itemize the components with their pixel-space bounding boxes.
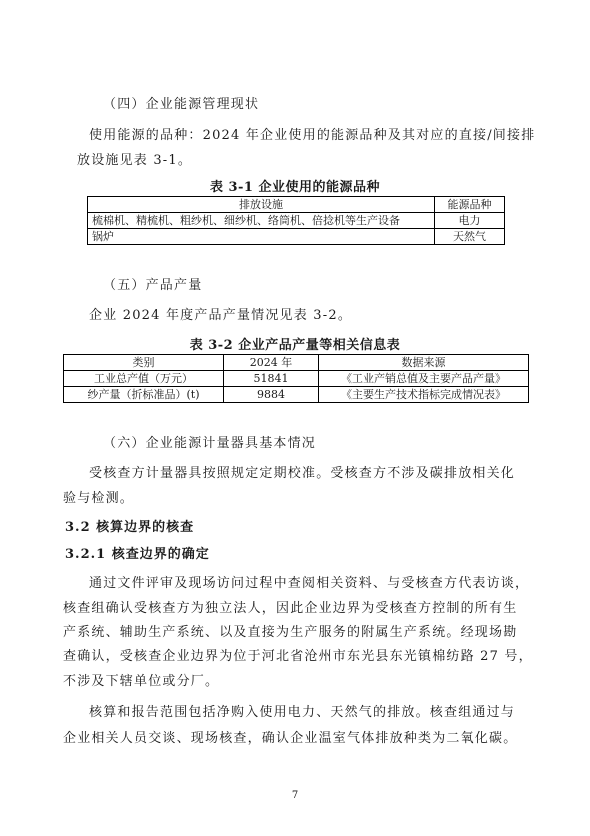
table-header-row: [64, 355, 529, 371]
scope-para-line2: 企业相关人员交谈、现场核查，确认企业温室气体排放种类为二氧化碳。: [63, 731, 518, 746]
heading-3-2-1: 3.2.1 核查边界的确定: [65, 547, 210, 562]
product-output-table: [63, 354, 529, 403]
table-row: [64, 387, 529, 403]
scope-para-line1: 核算和报告范围包括净购入使用电力、天然气的排放。核查组通过与: [89, 705, 516, 720]
table-row: [88, 229, 505, 245]
heading-3-2: 3.2 核算边界的核查: [65, 520, 195, 535]
section5-heading: （五）产品产量: [103, 278, 203, 293]
table2-cell: 工业总产值（万元）: [64, 371, 224, 387]
table2-cell: 51841: [224, 371, 319, 387]
table-header-row: [88, 197, 505, 213]
section6-para-line2: 验与检测。: [63, 491, 135, 506]
section4-heading: （四）企业能源管理现状: [103, 97, 260, 112]
boundary-para-line4: 查确认，受核查企业边界为位于河北省沧州市东光县东光镇棉纺路 27 号，: [63, 649, 533, 664]
page-number: 7: [291, 790, 299, 801]
section5-para: 企业 2024 年度产品产量情况见表 3-2。: [89, 308, 353, 323]
table1-cell: 天然气: [435, 229, 505, 245]
table1-header-facility: 排放设施: [88, 197, 435, 213]
table2-header-source: 数据来源: [319, 355, 529, 371]
table-row: [88, 213, 505, 229]
section6-heading: （六）企业能源计量器具基本情况: [103, 436, 317, 451]
table2-cell: 纱产量（折标准品）(t): [64, 387, 224, 403]
boundary-para-line5: 不涉及下辖单位或分厂。: [63, 674, 220, 689]
table2-caption: 表 3-2 企业产品产量等相关信息表: [189, 338, 401, 353]
table-row: [64, 371, 529, 387]
boundary-para-line2: 核查组确认受核查方为独立法人，因此企业边界为受核查方控制的所有生: [63, 601, 518, 616]
section4-para-line1: 使用能源的品种：2024 年企业使用的能源品种及其对应的直接/间接排: [89, 128, 536, 143]
boundary-para-line3: 产系统、辅助生产系统、以及直接为生产服务的附属生产系统。经现场勘: [63, 625, 518, 640]
energy-types-table: [87, 196, 505, 245]
table1-caption: 表 3-1 企业使用的能源品种: [209, 180, 381, 195]
boundary-para-line1: 通过文件评审及现场访问过程中查阅相关资料、与受核查方代表访谈，: [89, 576, 530, 591]
table1-header-energy: 能源品种: [435, 197, 505, 213]
table2-cell: 9884: [224, 387, 319, 403]
table1-cell: 梳棉机、精梳机、粗纱机、细纱机、络筒机、倍捻机等生产设备: [88, 213, 435, 229]
section4-para-line2: 放设施见表 3-1。: [77, 153, 193, 168]
table2-header-category: 类别: [64, 355, 224, 371]
table2-cell: 《工业产销总值及主要产品产量》: [319, 371, 529, 387]
table1-cell: 锅炉: [88, 229, 435, 245]
table1-cell: 电力: [435, 213, 505, 229]
section6-para-line1: 受核查方计量器具按照规定定期校准。受核查方不涉及碳排放相关化: [89, 466, 516, 481]
table2-cell: 《主要生产技术指标完成情况表》: [319, 387, 529, 403]
table2-header-year: 2024 年: [224, 355, 319, 371]
